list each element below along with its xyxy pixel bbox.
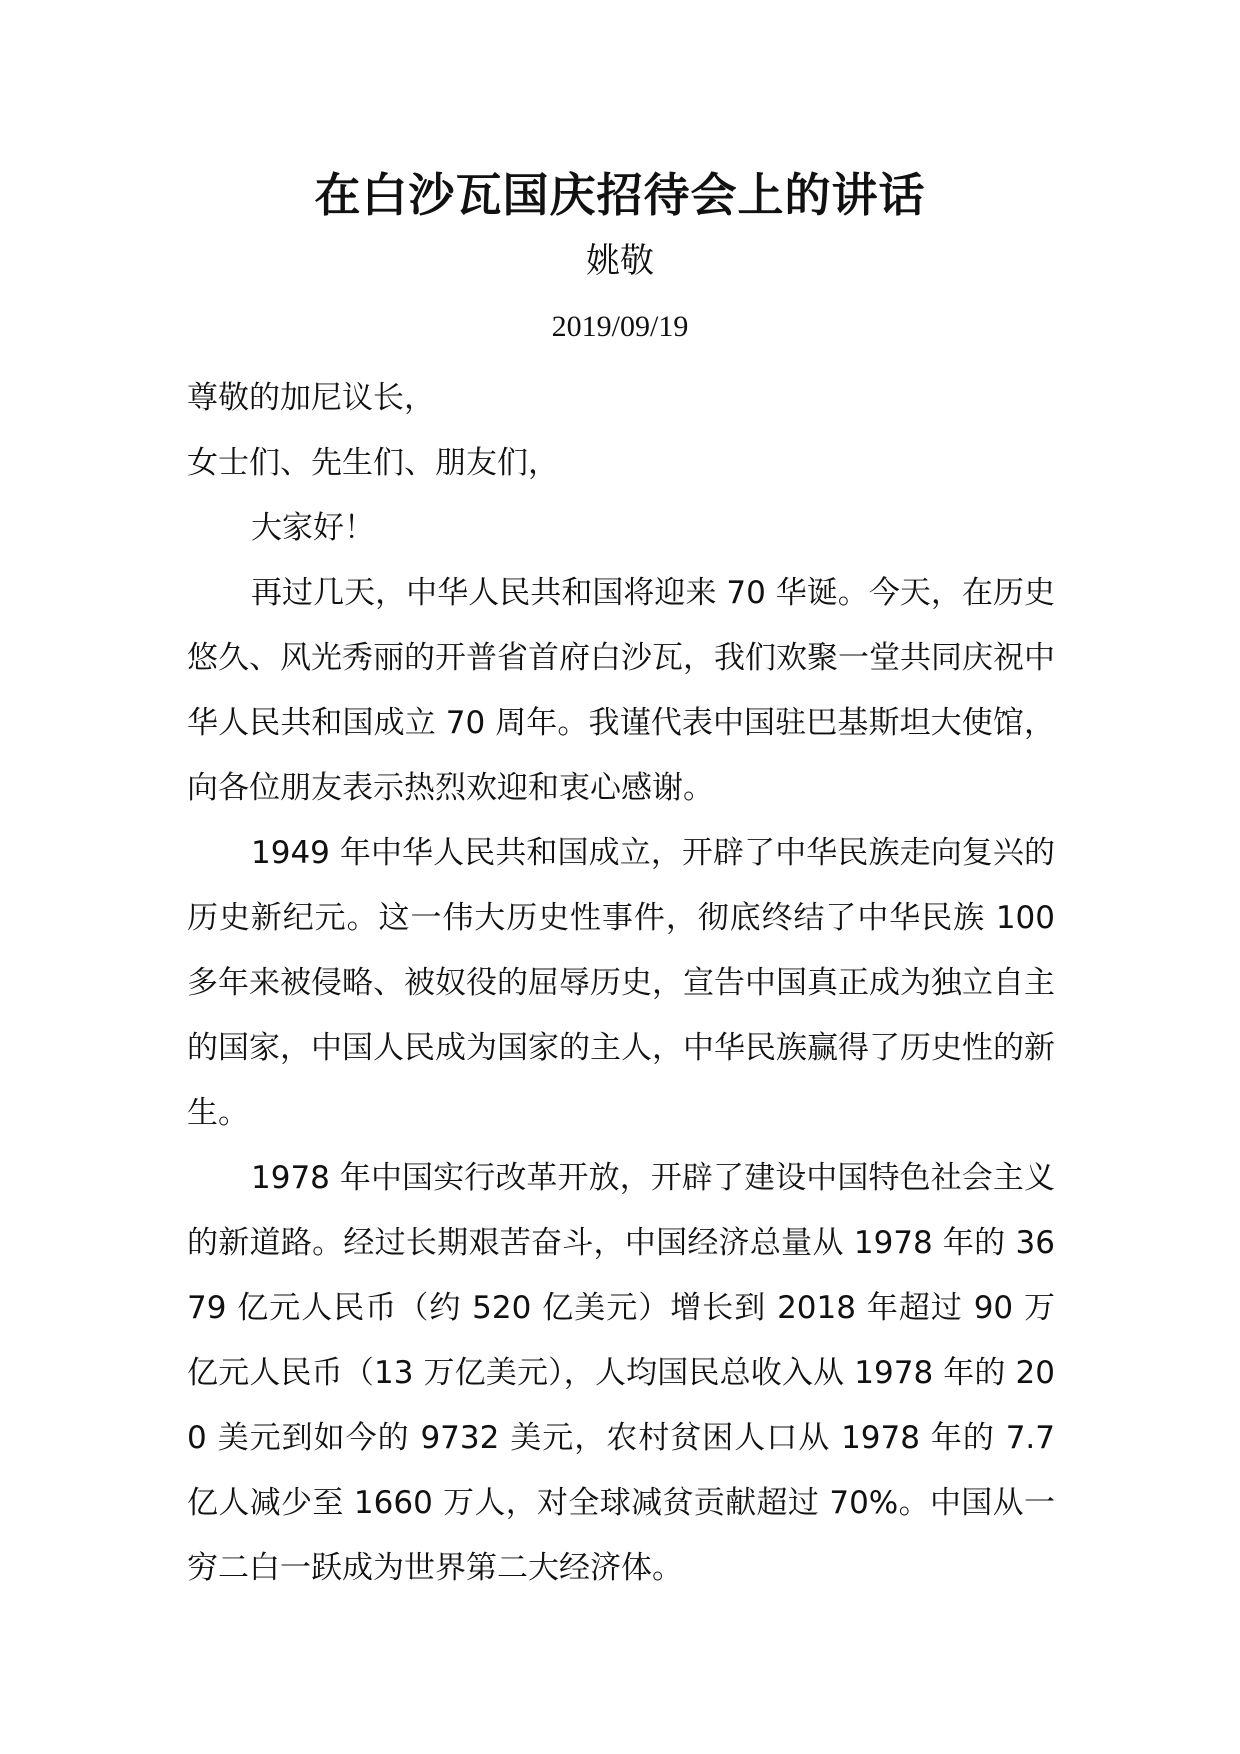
speech-body: [187, 366, 1055, 1601]
salutation-line: 尊敬的加尼议长，: [187, 380, 435, 416]
document-title: 在白沙瓦国庆招待会上的讲话: [314, 168, 926, 222]
document-date: 2019/09/19: [551, 310, 689, 343]
salutation-line: 女士们、先生们、朋友们，: [187, 445, 559, 481]
body-paragraph: 1978 年中国实行改革开放，开辟了建设中国特色社会主义的新道路。经过长期艰苦奋斗，中国经济总量从 1978 年的 3679 亿元人民币（约 520 亿美元）增长到 2018 年超过 90 万亿元人民币（13 万亿美元），人均国民总收入从 1978 年的 200 美元到如今的 9732 美元，农村贫困人口从 1978 年的 7.7 亿人减少至 1660 万人，对全球减贫贡献超过 70%。中国从一穷二白一跃成为世界第二大经济体。: [187, 1160, 1055, 1586]
document-author: 姚敬: [586, 241, 654, 281]
body-paragraph: 1949 年中华人民共和国成立，开辟了中华民族走向复兴的历史新纪元。这一伟大历史性事件，彻底终结了中华民族 100 多年来被侵略、被奴役的屈辱历史，宣告中国真正成为独立自主的国家，中国人民成为国家的主人，中华民族赢得了历史性的新生。: [187, 835, 1055, 1131]
body-paragraph: 再过几天，中华人民共和国将迎来 70 华诞。今天，在历史悠久、风光秀丽的开普省首府白沙瓦，我们欢聚一堂共同庆祝中华人民共和国成立 70 周年。我谨代表中国驻巴基斯坦大使馆，向各位朋友表示热烈欢迎和衷心感谢。: [187, 575, 1055, 806]
greeting-paragraph: 大家好！: [251, 510, 375, 546]
